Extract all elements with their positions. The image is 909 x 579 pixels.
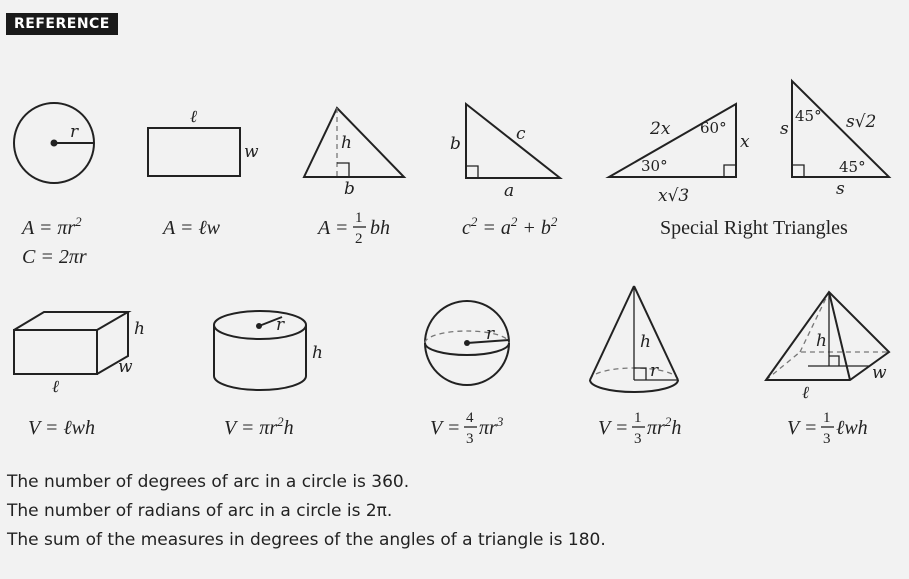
leg-s-vertical-label: s xyxy=(780,119,789,139)
svg-text:1: 1 xyxy=(355,210,363,226)
cone-figure xyxy=(590,286,678,392)
long-leg-label: x√3 xyxy=(658,186,690,206)
cone-height-label: h xyxy=(640,332,651,352)
right-triangle-hyp-c: c xyxy=(516,124,526,144)
box-volume-formula: V = ℓwh xyxy=(28,417,96,439)
svg-text:V =: V = xyxy=(787,417,818,439)
fact-radians-in-circle: The number of radians of arc in a circle is 2π. xyxy=(7,501,393,521)
box-height-label: h xyxy=(134,319,145,339)
pyramid-figure xyxy=(766,292,889,403)
svg-text:3: 3 xyxy=(466,431,474,447)
reference-badge: REFERENCE xyxy=(6,13,118,35)
pyramid-length-label: ℓ xyxy=(802,383,810,403)
right-triangle-leg-a: a xyxy=(504,181,515,201)
angle-45-top-label: 45° xyxy=(795,107,822,125)
svg-text:πr3: $\pi r^3$ xyxy=(479,414,504,439)
circle-circumference-formula: C = 2πr xyxy=(22,246,87,268)
cylinder-height-label: h xyxy=(312,343,323,363)
pyramid-volume-formula xyxy=(787,410,868,447)
cylinder-volume-formula: $V = \pi r^2h$ xyxy=(224,414,294,439)
svg-text:V =: V = xyxy=(430,417,461,439)
fact-triangle-angle-sum: The sum of the measures in degrees of the angles of a triangle is 180. xyxy=(7,530,606,550)
facts-list xyxy=(7,468,606,555)
right-triangle-leg-b: b xyxy=(450,134,461,154)
sphere-radius-label: r xyxy=(486,324,495,344)
svg-text:A =: A = xyxy=(318,217,349,239)
rectangle-length-label: ℓ xyxy=(190,107,198,127)
sphere-figure xyxy=(425,301,509,385)
angle-30-label: 30° xyxy=(641,157,668,175)
box-width-label: w xyxy=(118,357,133,377)
rectangle-width-label: w xyxy=(244,142,259,162)
svg-text:1: 1 xyxy=(823,410,831,426)
fact-degrees-in-circle: The number of degrees of arc in a circle is 360. xyxy=(7,472,410,492)
circle-figure xyxy=(14,103,94,183)
triangle-figure xyxy=(304,108,404,199)
svg-text:4: 4 xyxy=(466,410,474,426)
svg-text:3: 3 xyxy=(823,431,831,447)
circle-radius-label: r xyxy=(70,122,79,142)
svg-text:3: 3 xyxy=(634,431,642,447)
rectangle-area-formula: A = ℓw xyxy=(163,217,221,239)
svg-text:V =: V = xyxy=(598,417,629,439)
triangle-45-45-90 xyxy=(780,81,889,199)
cylinder-radius-label: r xyxy=(276,315,285,335)
triangle-area-formula xyxy=(316,210,390,247)
sphere-volume-formula xyxy=(430,410,504,447)
svg-text:ℓwh: ℓwh xyxy=(836,417,868,439)
cone-volume-formula xyxy=(598,410,681,447)
cone-radius-label: r xyxy=(650,361,659,381)
angle-60-label: 60° xyxy=(700,119,727,137)
pyramid-height-label: h xyxy=(816,331,827,351)
triangle-30-60-90 xyxy=(609,104,750,206)
circle-area-formula: $A = \pi r^2$ xyxy=(22,214,82,239)
pythagorean-formula: $c^2 = a^2 + b^2$ xyxy=(462,214,558,239)
svg-text:bh: bh xyxy=(370,217,390,239)
rectangle-figure xyxy=(148,107,259,176)
triangle-base-label: b xyxy=(344,179,355,199)
cylinder-figure xyxy=(214,311,323,390)
box-figure xyxy=(14,312,145,397)
special-right-triangles-caption: Special Right Triangles xyxy=(660,217,848,239)
short-leg-x-label: x xyxy=(740,132,750,152)
svg-text:2: 2 xyxy=(355,231,363,247)
hypotenuse-s-root2-label: s√2 xyxy=(846,112,877,132)
leg-s-horizontal-label: s xyxy=(836,179,845,199)
triangle-height-label: h xyxy=(341,133,352,153)
hypotenuse-2x-label: 2x xyxy=(650,119,671,139)
right-triangle-figure xyxy=(450,104,560,201)
pyramid-width-label: w xyxy=(872,363,887,383)
angle-45-bottom-label: 45° xyxy=(839,158,866,176)
box-length-label: ℓ xyxy=(52,377,60,397)
svg-text:πr2h: $\pi r^2h$ xyxy=(647,414,682,439)
svg-text:1: 1 xyxy=(634,410,642,426)
